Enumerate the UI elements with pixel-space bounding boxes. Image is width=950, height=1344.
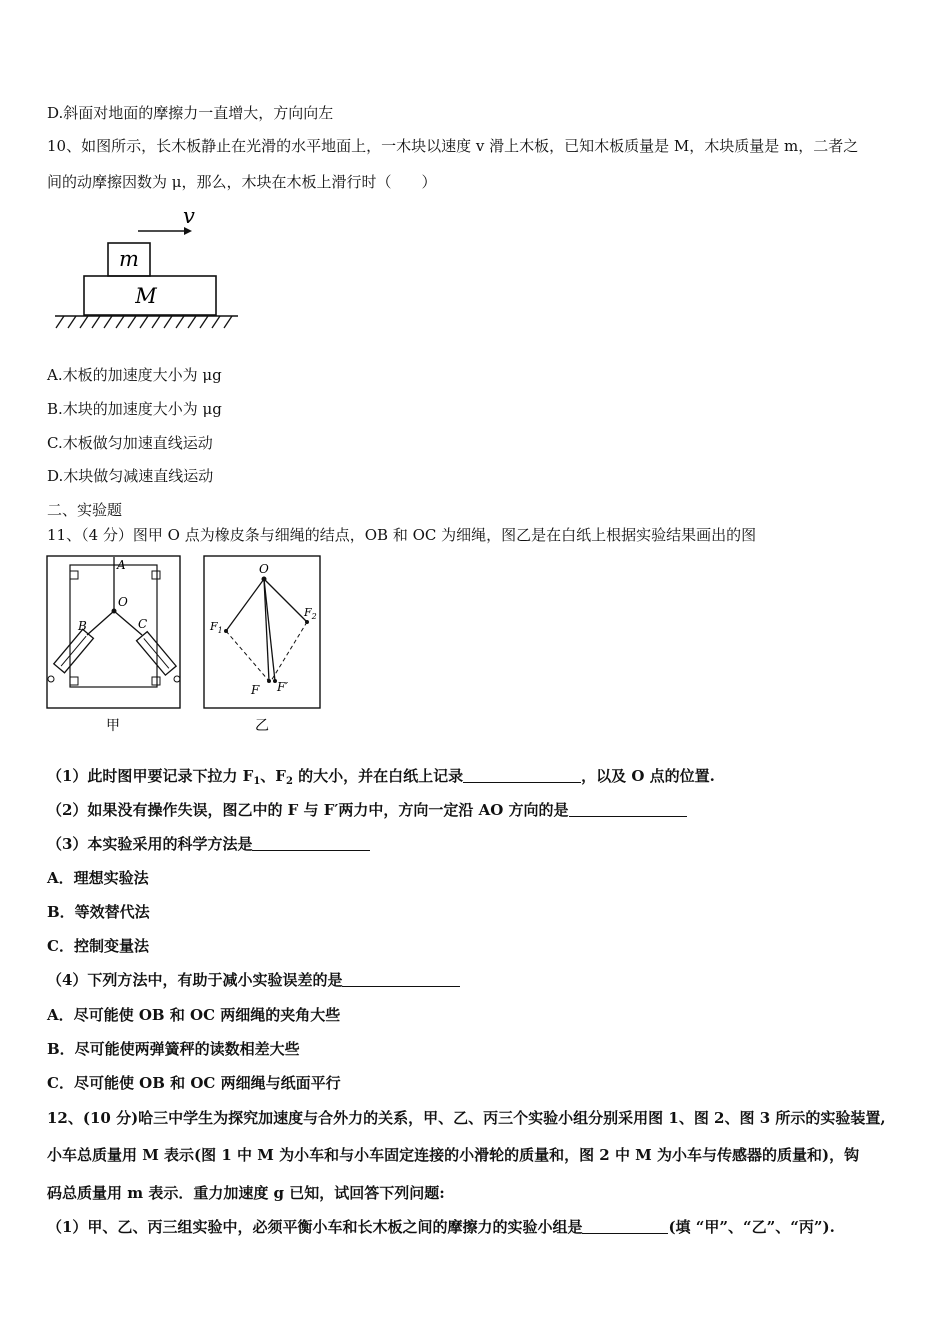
q10-option-c: C.木板做匀加速直线运动 (47, 434, 213, 452)
string-OB (87, 611, 114, 635)
q11-part3-option-a: A．理想实验法 (47, 869, 149, 887)
q11-part4-option-a: A．尽可能使 OB 和 OC 两细绳的夹角大些 (47, 1006, 341, 1024)
label-A: A (117, 558, 126, 572)
section-title: 二、实验题 (47, 501, 123, 519)
q11-figure (44, 553, 329, 738)
q10-stem-line1: 10、如图所示，长木板静止在光滑的水平地面上，一木块以速度 v 滑上木板，已知木板质量是 M，木块质量是 m，二者之 (47, 137, 859, 155)
q12-line2: 小车总质量用 M 表示(图 1 中 M 为小车和与小车固定连接的小滑轮的质量和，图 2 中 M 为小车与传感器的质量和)，钩 (47, 1146, 860, 1164)
q11-stem: 11、（4 分）图甲 O 点为橡皮条与细绳的结点，OB 和 OC 为细绳，图乙是在白纸上根据实验结果画出的图 (47, 526, 757, 544)
q10-stem-line2: 间的动摩擦因数为 μ，那么，木块在木板上滑行时（ ） (47, 173, 437, 191)
pin-tl (70, 571, 78, 579)
dashed-F1-F (226, 631, 269, 681)
label-F-prime: F′ (277, 680, 289, 694)
answer-blank[interactable] (463, 768, 581, 783)
q11-part4: （4）下列方法中，有助于减小实验误差的是 (47, 970, 460, 990)
q10-option-a: A.木板的加速度大小为 μg (47, 366, 222, 384)
dashed-F2-F (271, 622, 307, 681)
q9-option-d: D.斜面对地面的摩擦力一直增大，方向向左 (47, 104, 334, 122)
answer-blank[interactable] (252, 836, 370, 851)
spring-balance-C (136, 632, 176, 675)
q11-part4-option-b: B．尽可能使两弹簧秤的读数相差大些 (47, 1040, 300, 1058)
label-F1: $F_1$ (210, 620, 223, 635)
q12-line1: 12、(10 分)哈三中学生为探究加速度与合外力的关系，甲、乙、丙三个实验小组分别采用图 1、图 2、图 3 所示的实验装置, (47, 1109, 886, 1127)
label-B: B (78, 619, 87, 633)
label-F2: $F_2$ (304, 606, 317, 621)
q11-part3: （3）本实验采用的科学方法是 (47, 834, 370, 854)
velocity-arrowhead (184, 227, 192, 235)
q10-figure (50, 203, 245, 338)
label-O-yi: O (259, 562, 269, 576)
caption-yi: 乙 (255, 718, 269, 734)
pin-bl (70, 677, 78, 685)
pin-tr (152, 571, 160, 579)
label-C: C (138, 617, 148, 631)
q10-option-d: D.木块做匀减速直线运动 (47, 467, 214, 485)
label-F: F (251, 683, 260, 697)
answer-blank[interactable] (342, 972, 460, 987)
answer-blank[interactable] (582, 1219, 668, 1234)
q11-part3-option-b: B．等效替代法 (47, 903, 150, 921)
q12-line3: 码总质量用 m 表示．重力加速度 g 已知，试回答下列问题: (47, 1184, 445, 1202)
q11-part1: （1）此时图甲要记录下拉力 $F_1$、$F_2$ 的大小，并在白纸上记录 ，以及 O 点的位置. (47, 767, 715, 787)
force-F (264, 579, 269, 681)
q11-part3-option-c: C．控制变量法 (47, 937, 149, 955)
q11-part2: （2）如果没有操作失误，图乙中的 F 与 F′两力中，方向一定沿 AO 方向的是 (47, 800, 687, 820)
answer-blank[interactable] (569, 802, 687, 817)
force-F2 (264, 579, 307, 622)
block-label: m (119, 247, 139, 271)
force-F-prime (264, 579, 275, 681)
label-O-jia: O (118, 595, 128, 609)
board-label: M (135, 284, 157, 308)
pin-br (152, 677, 160, 685)
q11-part4-option-c: C．尽可能使 OB 和 OC 两细绳与纸面平行 (47, 1074, 341, 1092)
q12-part1: （1）甲、乙、丙三组实验中，必须平衡小车和长木板之间的摩擦力的实验小组是 (填 “甲”、“乙”、“丙”). (47, 1218, 835, 1236)
ground-hatching (56, 316, 232, 328)
velocity-label: v (183, 204, 195, 228)
q10-option-b: B.木块的加速度大小为 μg (47, 400, 222, 418)
spring-balance-B (54, 629, 94, 672)
force-F1 (226, 579, 264, 631)
caption-jia: 甲 (106, 718, 120, 734)
